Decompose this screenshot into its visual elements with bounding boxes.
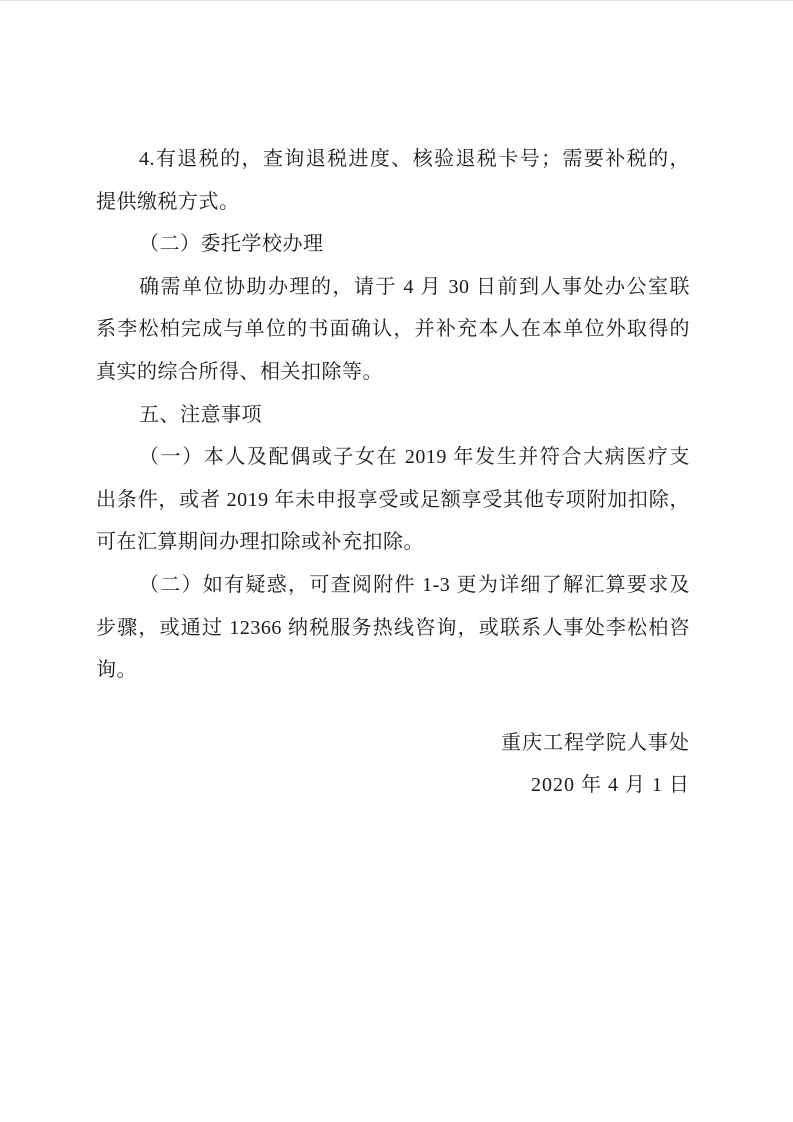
signature-date: 2020 年 4 月 1 日: [531, 774, 690, 797]
document-line: 系李松柏完成与单位的书面确认，并补充本人在本单位外取得的: [96, 318, 690, 341]
signature-spacer: [96, 692, 690, 722]
document-line: （二）如有疑惑，可查阅附件 1-3 更为详细了解汇算要求及: [139, 573, 690, 596]
document-line: 出条件，或者 2019 年未申报享受或足额享受其他专项附加扣除，: [96, 488, 690, 511]
document-line: （一）本人及配偶或子女在 2019 年发生并符合大病医疗支: [139, 446, 690, 469]
document-line: 询。: [96, 659, 137, 682]
document-line: 五、注意事项: [139, 403, 262, 426]
document-body: [96, 138, 690, 807]
document-line: 提供缴税方式。: [96, 190, 240, 213]
document-line: 4.有退税的，查询退税进度、核验退税卡号；需要补税的，: [139, 148, 690, 170]
signature-org: 重庆工程学院人事处: [501, 731, 690, 754]
document-line: 确需单位协助办理的，请于 4 月 30 日前到人事处办公室联: [139, 275, 690, 298]
document-line: 真实的综合所得、相关扣除等。: [96, 360, 383, 383]
document-line: 可在汇算期间办理扣除或补充扣除。: [96, 531, 424, 554]
document-line: 步骤，或通过 12366 纳税服务热线咨询，或联系人事处李松柏咨: [96, 616, 690, 639]
document-lines: [96, 138, 690, 692]
document-line: （二）委托学校办理: [139, 233, 324, 256]
